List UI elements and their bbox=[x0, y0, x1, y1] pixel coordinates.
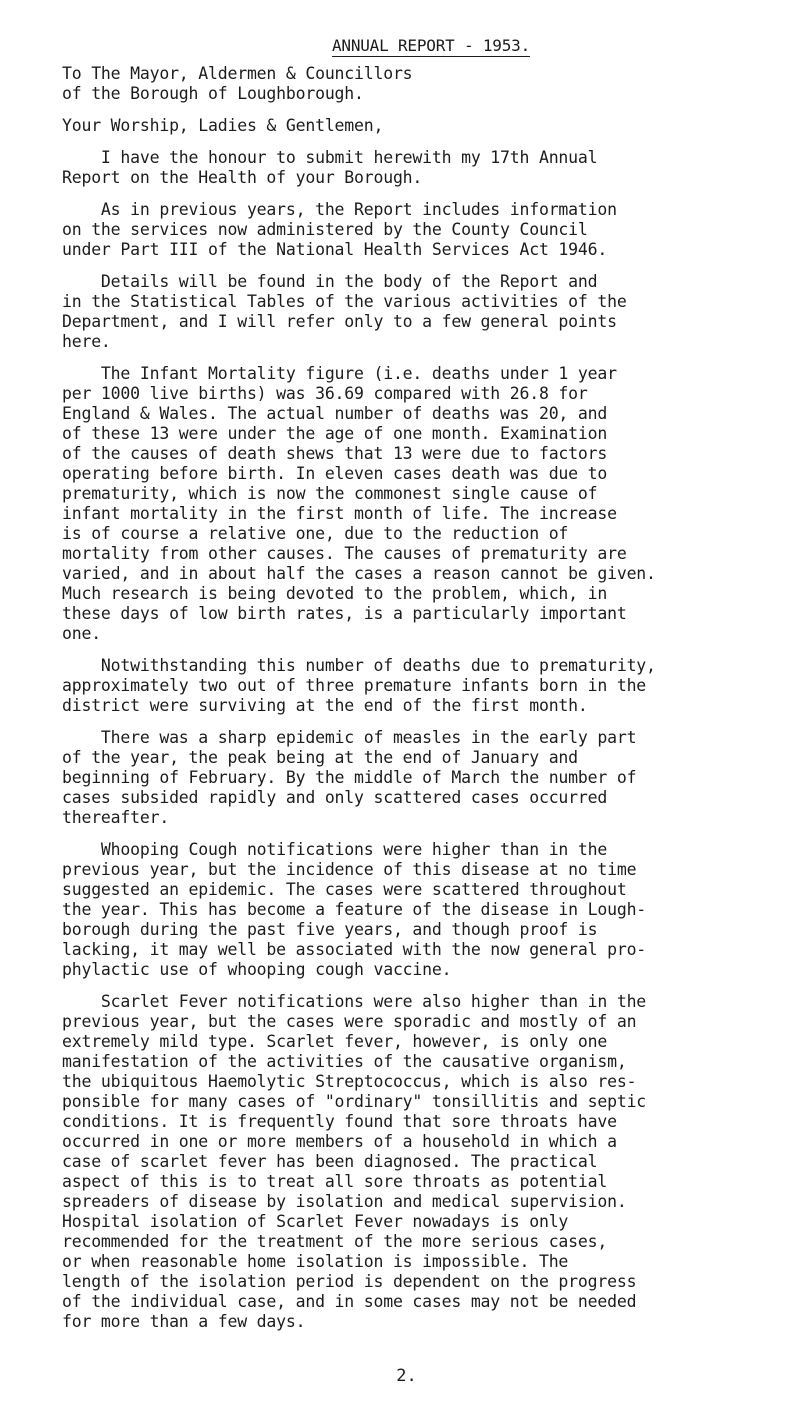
paragraph-line: As in previous years, the Report includes information bbox=[62, 200, 617, 219]
paragraph bbox=[62, 272, 792, 352]
paragraph-line: varied, and in about half the cases a reason cannot be given. bbox=[62, 564, 656, 583]
paragraph-line: lacking, it may well be associated with the now general pro- bbox=[62, 940, 647, 959]
paragraph-line: Details will be found in the body of the Report and bbox=[62, 272, 598, 291]
paragraph-line: There was a sharp epidemic of measles in the early part bbox=[62, 728, 637, 747]
paragraph-line: cases subsided rapidly and only scattered cases occurred bbox=[62, 788, 608, 807]
paragraph-line: length of the isolation period is dependent on the progress bbox=[62, 1272, 637, 1291]
paragraph-line: Report on the Health of your Borough. bbox=[62, 168, 423, 187]
paragraph-line: The Infant Mortality figure (i.e. deaths under 1 year bbox=[62, 364, 617, 383]
paragraph-line: for more than a few days. bbox=[62, 1312, 306, 1331]
paragraph-line: thereafter. bbox=[62, 808, 170, 827]
paragraph-line: Notwithstanding this number of deaths due to prematurity, bbox=[62, 656, 656, 675]
paragraph-line: of the causes of death shews that 13 were due to factors bbox=[62, 444, 608, 463]
address-line-1: To The Mayor, Aldermen & Councillors bbox=[62, 64, 413, 83]
address-line-2: of the Borough of Loughborough. bbox=[62, 84, 364, 103]
paragraph-line: operating before birth. In eleven cases death was due to bbox=[62, 464, 608, 483]
paragraph-line: extremely mild type. Scarlet fever, however, is only one bbox=[62, 1032, 608, 1051]
report-title bbox=[70, 36, 792, 56]
paragraph-line: previous year, but the incidence of this disease at no time bbox=[62, 860, 637, 879]
paragraph-line: these days of low birth rates, is a particularly important bbox=[62, 604, 627, 623]
paragraph-line: in the Statistical Tables of the various activities of the bbox=[62, 292, 627, 311]
report-body bbox=[62, 148, 792, 1332]
paragraph-line: ponsible for many cases of "ordinary" tonsillitis and septic bbox=[62, 1092, 647, 1111]
paragraph bbox=[62, 656, 792, 716]
paragraph bbox=[62, 200, 792, 260]
paragraph-line: is of course a relative one, due to the reduction of bbox=[62, 524, 569, 543]
paragraph-line: Scarlet Fever notifications were also higher than in the bbox=[62, 992, 647, 1011]
paragraph-line: of the individual case, and in some cases may not be needed bbox=[62, 1292, 637, 1311]
paragraph-line: case of scarlet fever has been diagnosed. The practical bbox=[62, 1152, 598, 1171]
report-page bbox=[62, 36, 792, 1332]
paragraph-line: on the services now administered by the County Council bbox=[62, 220, 588, 239]
paragraph-line: manifestation of the activities of the causative organism, bbox=[62, 1052, 627, 1071]
paragraph-line: aspect of this is to treat all sore throats as potential bbox=[62, 1172, 608, 1191]
paragraph-line: mortality from other causes. The causes of prematurity are bbox=[62, 544, 627, 563]
paragraph-line: district were surviving at the end of the first month. bbox=[62, 696, 588, 715]
paragraph-line: the year. This has become a feature of the disease in Lough- bbox=[62, 900, 647, 919]
paragraph-line: spreaders of disease by isolation and medical supervision. bbox=[62, 1192, 627, 1211]
paragraph-line: Whooping Cough notifications were higher than in the bbox=[62, 840, 608, 859]
paragraph-line: prematurity, which is now the commonest single cause of bbox=[62, 484, 598, 503]
paragraph-line: borough during the past five years, and though proof is bbox=[62, 920, 598, 939]
paragraph-line: England & Wales. The actual number of deaths was 20, and bbox=[62, 404, 608, 423]
paragraph-line: of the year, the peak being at the end of January and bbox=[62, 748, 578, 767]
paragraph-line: here. bbox=[62, 332, 111, 351]
paragraph bbox=[62, 148, 792, 188]
paragraph-line: under Part III of the National Health Services Act 1946. bbox=[62, 240, 608, 259]
paragraph-line: recommended for the treatment of the more serious cases, bbox=[62, 1232, 608, 1251]
paragraph-line: Department, and I will refer only to a few general points bbox=[62, 312, 617, 331]
paragraph-line: of these 13 were under the age of one month. Examination bbox=[62, 424, 608, 443]
paragraph-line: one. bbox=[62, 624, 101, 643]
paragraph-line: per 1000 live births) was 36.69 compared with 26.8 for bbox=[62, 384, 588, 403]
paragraph bbox=[62, 728, 792, 828]
paragraph-line: approximately two out of three premature infants born in the bbox=[62, 676, 647, 695]
paragraph-line: Much research is being devoted to the problem, which, in bbox=[62, 584, 608, 603]
paragraph-line: phylactic use of whooping cough vaccine. bbox=[62, 960, 452, 979]
report-title-text: ANNUAL REPORT - 1953. bbox=[331, 36, 531, 55]
paragraph-line: suggested an epidemic. The cases were scattered throughout bbox=[62, 880, 627, 899]
paragraph-line: I have the honour to submit herewith my 17th Annual bbox=[62, 148, 598, 167]
paragraph bbox=[62, 992, 792, 1332]
paragraph-line: beginning of February. By the middle of March the number of bbox=[62, 768, 637, 787]
paragraph-line: Hospital isolation of Scarlet Fever nowadays is only bbox=[62, 1212, 569, 1231]
paragraph-line: infant mortality in the first month of life. The increase bbox=[62, 504, 617, 523]
paragraph-line: occurred in one or more members of a household in which a bbox=[62, 1132, 617, 1151]
paragraph-line: the ubiquitous Haemolytic Streptococcus, which is also res- bbox=[62, 1072, 637, 1091]
paragraph-line: or when reasonable home isolation is impossible. The bbox=[62, 1252, 569, 1271]
salutation: Your Worship, Ladies & Gentlemen, bbox=[62, 116, 384, 135]
paragraph bbox=[62, 364, 792, 644]
page-number: 2. bbox=[396, 1366, 417, 1386]
paragraph-line: previous year, but the cases were sporadic and mostly of an bbox=[62, 1012, 637, 1031]
paragraph bbox=[62, 840, 792, 980]
paragraph-line: conditions. It is frequently found that sore throats have bbox=[62, 1112, 617, 1131]
